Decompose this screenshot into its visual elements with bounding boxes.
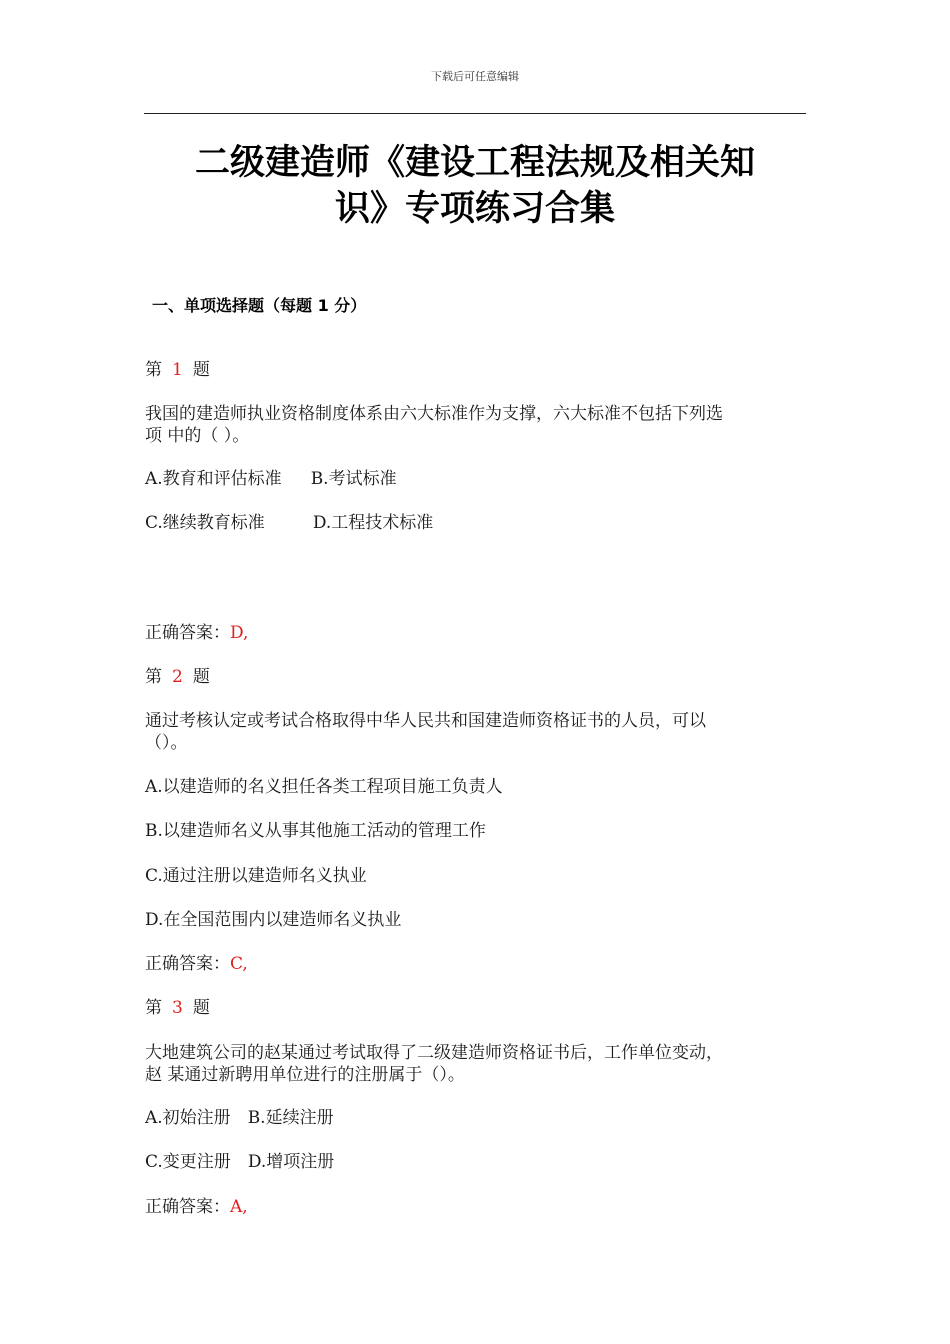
question-3-label: 第 3 题: [145, 998, 210, 1018]
question-2-option-d: D.在全国范围内以建造师名义执业: [145, 910, 402, 930]
title-line-1: 二级建造师《建设工程法规及相关知: [194, 143, 755, 183]
question-3-options-row-1: [145, 1108, 334, 1128]
question-1-option-a: A.教育和评估标准: [145, 469, 282, 489]
question-3-answer-value: A,: [230, 1197, 248, 1217]
question-1-option-b: B.考试标准: [310, 469, 397, 489]
question-1-option-c: C.继续教育标准: [145, 513, 265, 533]
question-2-option-a: A.以建造师的名义担任各类工程项目施工负责人: [145, 777, 503, 797]
question-2-answer: 正确答案：C,: [145, 954, 248, 974]
question-3-stem-line-2: 赵 某通过新聘用单位进行的注册属于（）。: [145, 1065, 465, 1085]
question-2-option-b: B.以建造师名义从事其他施工活动的管理工作: [145, 821, 486, 841]
question-1-options-row-1: [145, 469, 397, 489]
document-title: [150, 140, 800, 232]
header-divider: [144, 113, 806, 114]
question-2-answer-value: C,: [230, 954, 248, 974]
question-3-stem-line-1: 大地建筑公司的赵某通过考试取得了二级建造师资格证书后，工作单位变动，: [145, 1043, 723, 1063]
question-2-label: 第 2 题: [145, 667, 210, 687]
header-note: 下载后可任意编辑: [431, 70, 519, 83]
question-3-options-row-2: [145, 1152, 334, 1172]
title-line-2: 识》专项练习合集: [334, 189, 615, 229]
question-3-option-c: C.变更注册: [145, 1152, 231, 1172]
question-2-stem-line-1: 通过考核认定或考试合格取得中华人民共和国建造师资格证书的人员，可以: [145, 711, 706, 731]
question-3-number: 3: [172, 998, 183, 1018]
question-1-label: 第 1 题: [145, 360, 210, 380]
question-2-number: 2: [172, 667, 183, 687]
question-1-options-row-2: [145, 513, 433, 533]
question-1-stem-line-2: 项 中的（ ）。: [145, 426, 250, 446]
question-1-answer-value: D,: [230, 623, 249, 643]
question-1-number: 1: [172, 360, 183, 380]
section-heading: 一、单项选择题（每题 1 分）: [152, 296, 367, 315]
question-3-option-b: B.延续注册: [247, 1108, 334, 1128]
question-1-option-d: D.工程技术标准: [312, 513, 434, 533]
question-3-option-a: A.初始注册: [145, 1108, 231, 1128]
question-2-stem-line-2: （）。: [145, 733, 188, 753]
question-1-stem-line-1: 我国的建造师执业资格制度体系由六大标准作为支撑，六大标准不包括下列选: [145, 404, 723, 424]
question-2-option-c: C.通过注册以建造师名义执业: [145, 866, 367, 886]
question-3-answer: 正确答案：A,: [145, 1197, 248, 1217]
question-3-option-d: D.增项注册: [247, 1152, 335, 1172]
question-1-answer: 正确答案：D,: [145, 623, 249, 643]
